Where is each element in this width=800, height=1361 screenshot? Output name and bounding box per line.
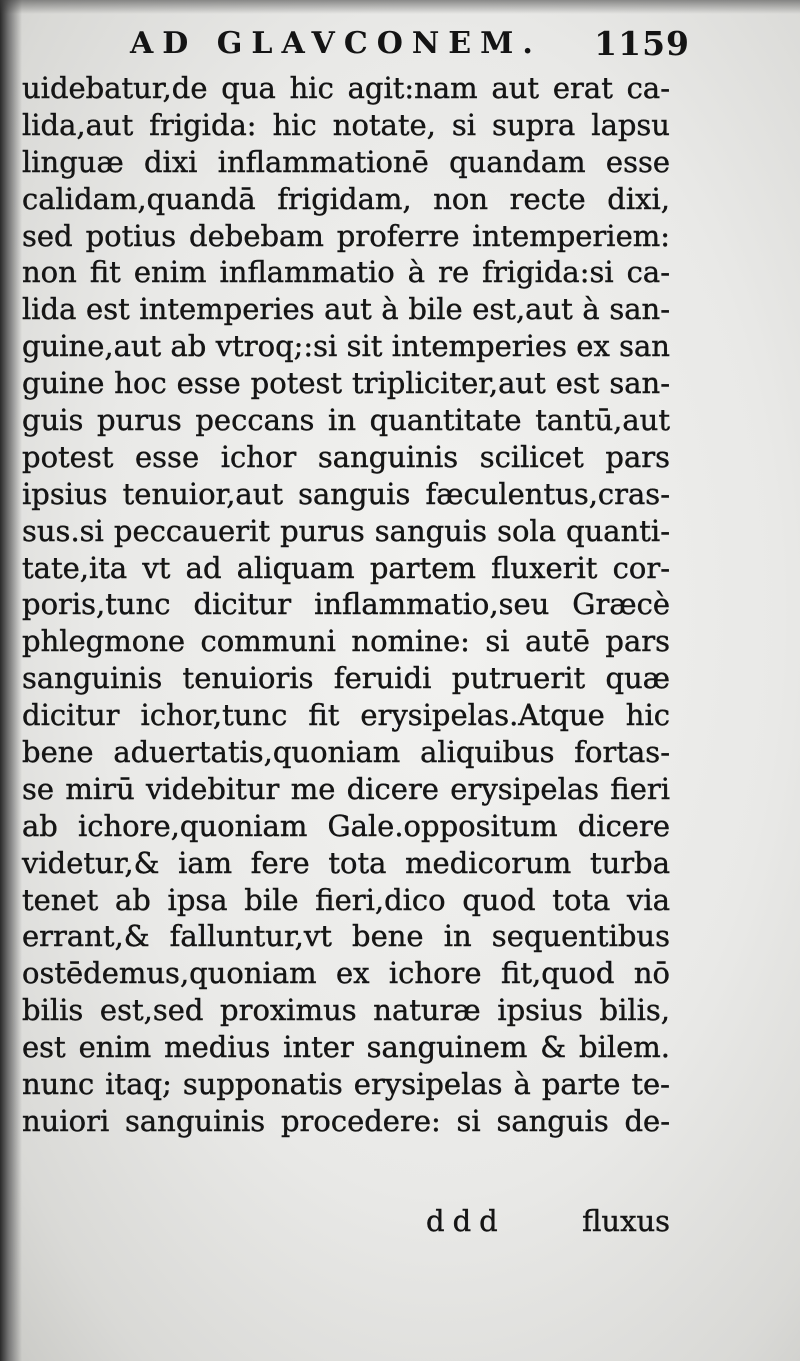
page-header (130, 22, 690, 66)
text-line: videtur,& iam fere tota medicorum turba (22, 845, 670, 880)
text-line: guine,aut ab vtroq;:si sit intemperies ex san (22, 329, 670, 364)
signature-mark: ddd (426, 1204, 506, 1238)
text-line: linguæ dixi inflammationē quandam esse (22, 144, 670, 179)
text-line: tenet ab ipsa bile fieri,dico quod tota via (22, 882, 670, 917)
text-line: sed potius debebam proferre intemperiem: (22, 218, 670, 253)
text-line: poris,tunc dicitur inflammatio,seu Græcè (22, 587, 670, 622)
top-edge-shadow (0, 0, 800, 14)
text-line: nunc itaq; supponatis erysipelas à parte te- (22, 1067, 670, 1102)
text-line: sanguinis tenuioris feruidi putruerit quæ (22, 661, 670, 696)
text-line: est enim medius inter sanguinem & bilem. (22, 1030, 670, 1065)
text-line: bilis est,sed proximus naturæ ipsius bilis, (22, 993, 670, 1028)
text-line: ab ichore,quoniam Gale.oppositum dicere (22, 808, 670, 843)
catchword: fluxus (582, 1204, 670, 1238)
running-title: AD GLAVCONEM. (130, 26, 542, 61)
text-line: potest esse ichor sanguinis scilicet pars (22, 439, 670, 474)
page-number: 1159 (594, 24, 690, 63)
text-line: tate,ita vt ad aliquam partem fluxerit cor- (22, 550, 670, 585)
body-text (22, 70, 670, 1140)
text-line: sus.si peccauerit purus sanguis sola quanti- (22, 513, 670, 548)
text-line: ipsius tenuior,aut sanguis fæculentus,cras- (22, 476, 670, 511)
text-line: uidebatur,de qua hic agit:nam aut erat ca- (22, 71, 670, 105)
text-line: errant,& falluntur,vt bene in sequentibus (22, 919, 670, 954)
gutter-shadow (0, 0, 22, 1361)
text-line: dicitur ichor,tunc fit erysipelas.Atque hic (22, 698, 670, 733)
text-line: guis purus peccans in quantitate tantū,aut (22, 403, 670, 438)
text-line: phlegmone communi nomine: si autē pars (22, 624, 670, 659)
text-line: ostēdemus,quoniam ex ichore fit,quod nō (22, 956, 670, 991)
text-line: lida,aut frigida: hic notate, si supra lapsu (22, 107, 670, 142)
text-line: bene aduertatis,quoniam aliquibus fortas- (22, 735, 670, 770)
text-line: non fit enim inflammatio à re frigida:si ca- (22, 255, 670, 290)
text-line: calidam,quandā frigidam, non recte dixi, (22, 181, 670, 216)
text-line: se mirū videbitur me dicere erysipelas fieri (22, 771, 670, 806)
page-footer (22, 1202, 670, 1242)
text-line: lida est intemperies aut à bile est,aut à san- (22, 292, 670, 327)
text-line: guine hoc esse potest tripliciter,aut est san- (22, 366, 670, 401)
text-line: nuiori sanguinis procedere: si sanguis de- (22, 1103, 670, 1138)
